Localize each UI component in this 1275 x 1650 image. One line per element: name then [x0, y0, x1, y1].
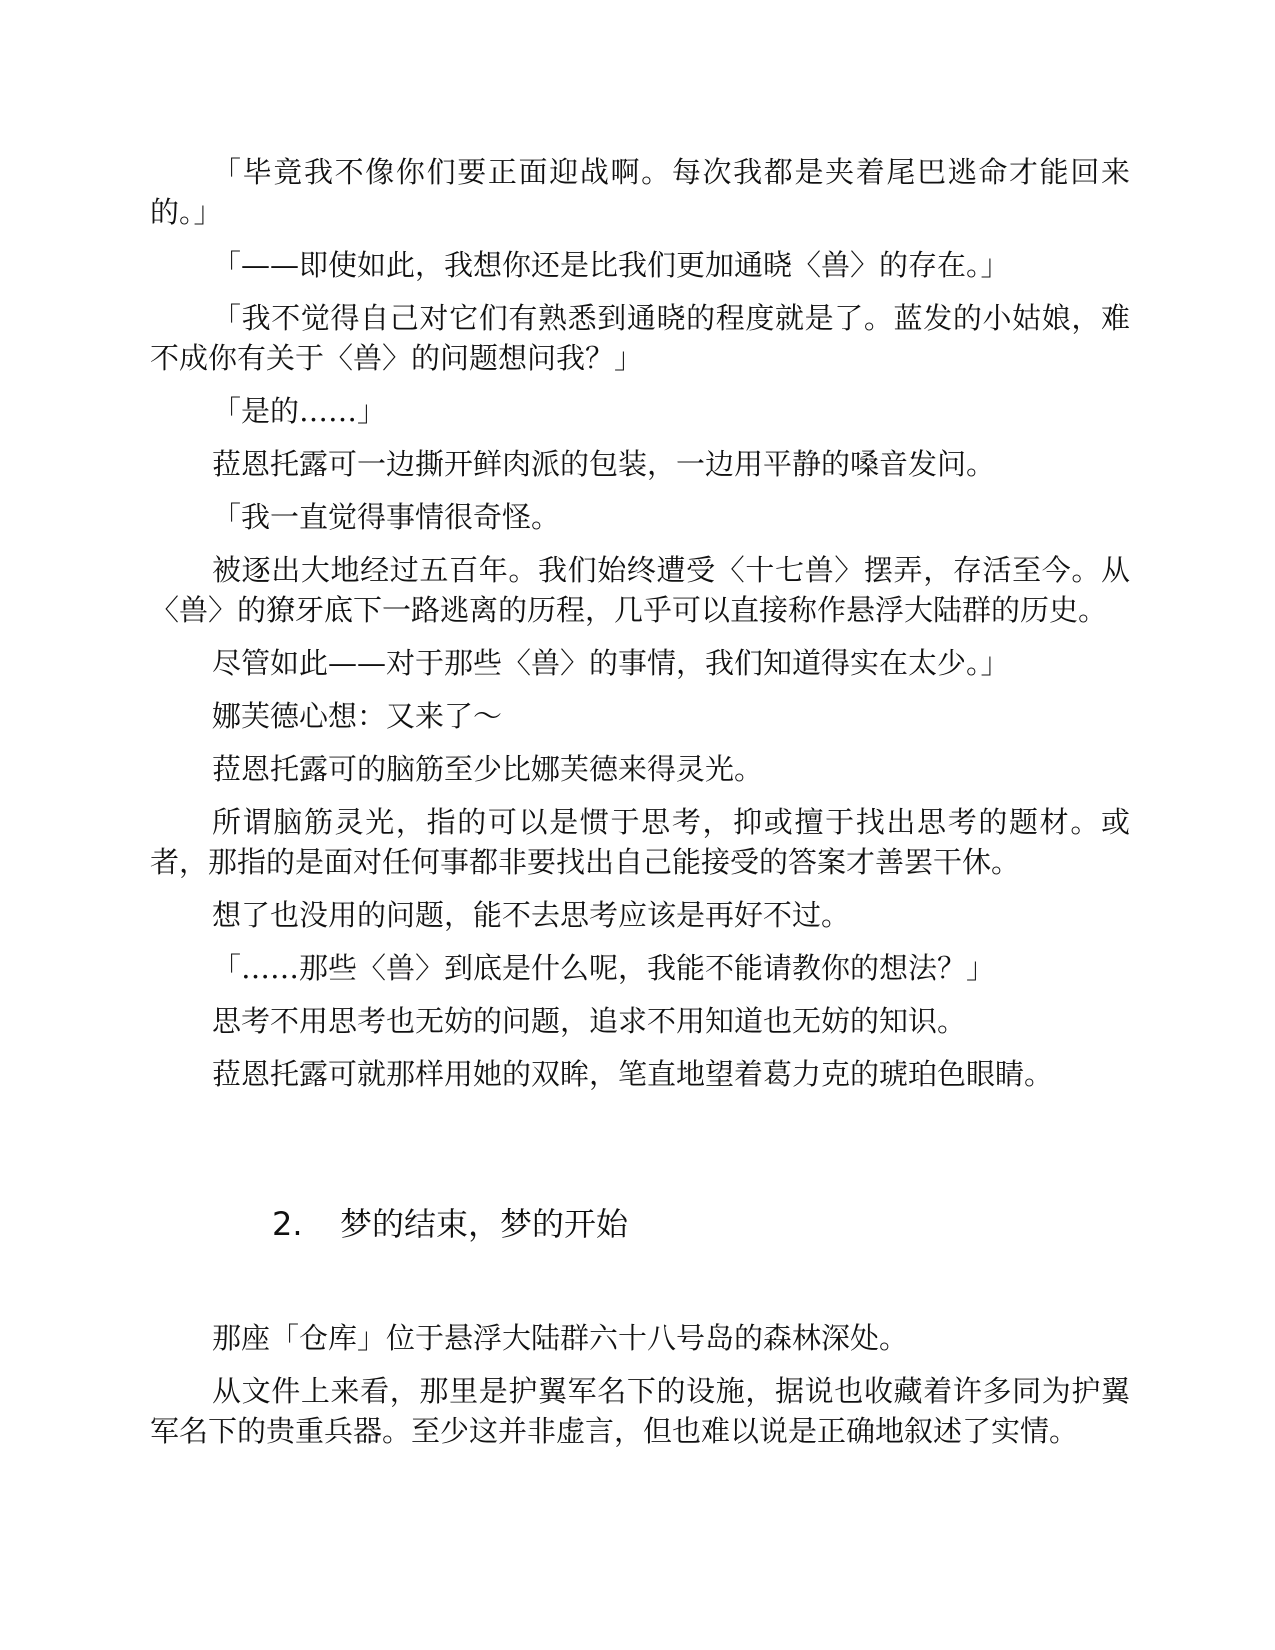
section-title: 梦的结束，梦的开始: [340, 1205, 629, 1243]
paragraph: 「……那些〈兽〉到底是什么呢，我能不能请教你的想法？」: [212, 951, 996, 985]
paragraph: 想了也没用的问题，能不去思考应该是再好不过。: [212, 898, 851, 932]
paragraph: 「我一直觉得事情很奇怪。: [212, 500, 561, 534]
section-number: 2.: [272, 1205, 303, 1243]
paragraph: 思考不用思考也无妨的问题，追求不用知道也无妨的知识。: [212, 1004, 967, 1038]
body-text-section-two: [150, 1318, 1130, 1464]
paragraph: 「我不觉得自己对它们有熟悉到通晓的程度就是了。蓝发的小姑娘，难不成你有关于〈兽〉的问题想问我？」: [150, 301, 1130, 375]
paragraph: 「是的……」: [212, 394, 387, 428]
paragraph: 所谓脑筋灵光，指的可以是惯于思考，抑或擅于找出思考的题材。或者，那指的是面对任何事都非要找出自己能接受的答案才善罢干休。: [150, 805, 1130, 879]
paragraph: 尽管如此——对于那些〈兽〉的事情，我们知道得实在太少。」: [212, 646, 1010, 680]
paragraph: 娜芙德心想：又来了～: [212, 699, 503, 733]
body-text-section-one: [150, 152, 1130, 1107]
paragraph: 菈恩托露可的脑筋至少比娜芙德来得灵光。: [212, 752, 764, 786]
paragraph: 被逐出大地经过五百年。我们始终遭受〈十七兽〉摆弄，存活至今。从〈兽〉的獠牙底下一路逃离的历程，几乎可以直接称作悬浮大陆群的历史。: [150, 553, 1130, 627]
paragraph: 从文件上来看，那里是护翼军名下的设施，据说也收藏着许多同为护翼军名下的贵重兵器。至少这并非虚言，但也难以说是正确地叙述了实情。: [150, 1374, 1130, 1448]
paragraph: 「——即使如此，我想你还是比我们更加通晓〈兽〉的存在。」: [212, 248, 1010, 282]
paragraph: 那座「仓库」位于悬浮大陆群六十八号岛的森林深处。: [212, 1321, 909, 1355]
paragraph: 「毕竟我不像你们要正面迎战啊。每次我都是夹着尾巴逃命才能回来的。」: [150, 155, 1130, 229]
section-heading: [272, 1204, 628, 1244]
paragraph: 菈恩托露可一边撕开鲜肉派的包装，一边用平静的嗓音发问。: [212, 447, 996, 481]
paragraph: 菈恩托露可就那样用她的双眸，笔直地望着葛力克的琥珀色眼睛。: [212, 1057, 1054, 1091]
